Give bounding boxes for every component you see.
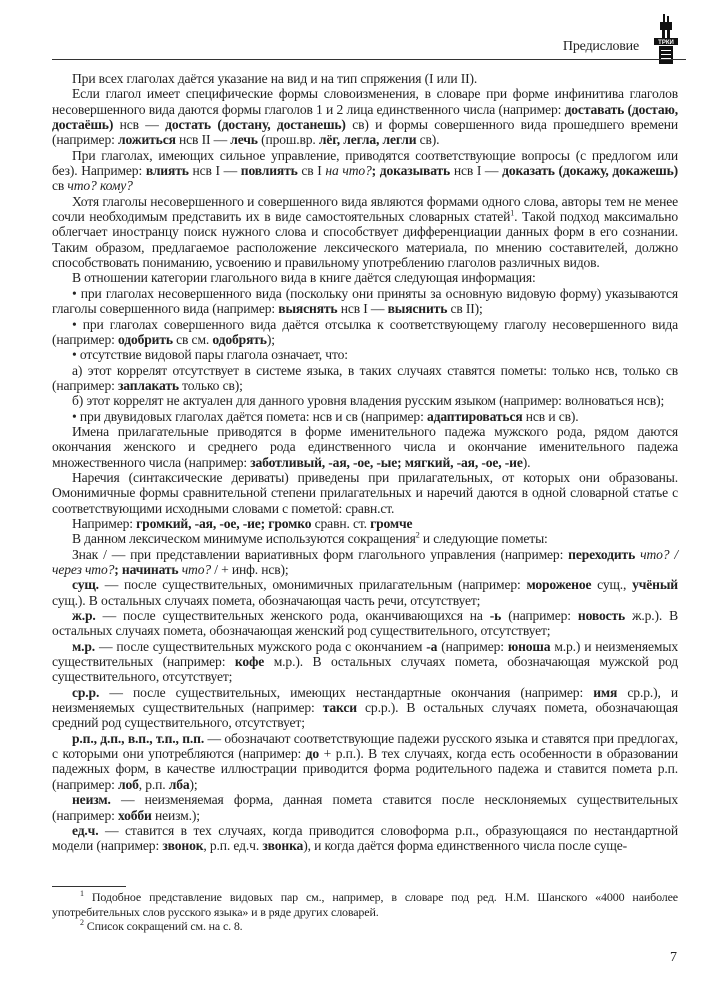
bold-term: неизм. [72, 792, 111, 808]
bold-term: лёг, легла, легли [318, 132, 417, 148]
bold-term: -а [426, 638, 438, 654]
text-run: При всех глаголах даётся указание на вид и на тип спряжения (I или II). [72, 71, 478, 86]
bold-term: новость [577, 608, 626, 624]
footnotes [52, 890, 678, 934]
bold-term: громкий, -ая, -ое, -ие; громко [136, 515, 312, 531]
footnote-text: Подобное представление видовых пар см., например, в словаре под ред. Н.М. Шанского «4000 наиболее употребительных слов русского языка» и в ряде других словарей. [52, 890, 678, 919]
paragraph [52, 148, 678, 194]
bold-term: лоб [117, 776, 139, 792]
bold-term: доставать (достаю, достаёшь) [52, 101, 678, 133]
text-run: Хотя глаголы несовершенного и совершенного вида являются формами одного слова, авторы тем не менее сочли необходимым представить их в виде самостоятельных словарных статей [52, 193, 678, 225]
italic-question: что? кому? [67, 178, 133, 194]
paragraph [52, 71, 678, 86]
text-run: нсв I — [337, 301, 388, 317]
bold-term: имя [593, 684, 618, 700]
bold-term: ; начинать [114, 562, 179, 577]
text-run: , р.п. ед.ч. [203, 838, 263, 854]
text-run: св). [416, 132, 440, 148]
section-title: Предисловие [562, 39, 639, 54]
paragraph [52, 194, 678, 271]
text-run: неизм.); [151, 807, 200, 823]
bold-term: ср.р. [72, 684, 100, 700]
footnote-rule [52, 886, 126, 887]
text-run: св [52, 178, 68, 194]
text-run: При глаголах, имеющих сильное управление, приводятся соответствующие вопросы (с предлогом или без). Например: [52, 147, 678, 179]
footnote-ref: 2 [415, 530, 420, 540]
text-run: , р.п. [138, 776, 169, 792]
paragraph [52, 286, 678, 317]
publisher-logo-icon [651, 14, 681, 64]
text-run: нсв I — [450, 163, 503, 179]
bold-term: юноша [507, 638, 551, 654]
paragraph [52, 470, 678, 516]
text-run: св I [297, 163, 326, 179]
bold-term: ложиться [117, 132, 176, 148]
text-run: Имена прилагательные приводятся в форме именительного падежа мужского рода, рядом даются окончания женского и среднего рода единственного числа и окончание именительного падежа множественного числа (например: [52, 423, 678, 470]
bold-term: лечь [230, 132, 258, 148]
main-text [52, 71, 678, 854]
bold-term: одобрить [117, 331, 173, 347]
paragraph [52, 516, 678, 531]
bold-term: звонок [162, 838, 204, 854]
bold-term: кофе [234, 654, 265, 670]
text-run: ). [522, 454, 531, 470]
text-run: Например: [72, 515, 137, 531]
paragraph [52, 639, 678, 685]
paragraph [52, 409, 678, 424]
paragraph [52, 317, 678, 348]
paragraph [52, 270, 678, 285]
text-run: — после существительных женского рода, оканчивающихся на [95, 608, 490, 624]
paragraph [52, 547, 678, 578]
text-run: а) этот коррелят отсутствует в системе языка, в таких случаях ставятся пометы: только нсв, только св (например: [52, 362, 678, 393]
text-run: ); [266, 331, 275, 347]
bold-term: ед.ч. [72, 822, 99, 838]
text-run: нсв I — [188, 163, 241, 179]
paragraph [52, 731, 678, 792]
text-run: (например: [437, 638, 508, 654]
bold-term: такси [322, 700, 357, 716]
footnote-mark: 2 [80, 918, 84, 927]
bold-term: сущ. [72, 577, 99, 593]
text-run: сущ.). В остальных случаях помета, обозначающая часть речи, отсутствует; [52, 592, 481, 608]
text-run: + р.п.). В тех случаях, когда есть особенности в образовании падежных форм, в качестве иллюстрации приводится форма родительного падежа и ставится помета р.п. (например: [52, 746, 679, 792]
text-run: Если глагол имеет специфические формы словоизменения, в словаре при форме инфинитива глаголов несовершенного вида даются формы глаголов 1 и 2 лица единственного числа (например: [52, 86, 678, 117]
text-run: б) этот коррелят не актуален для данного уровня владения русским языком (например: волноваться нсв); [72, 393, 665, 409]
text-run: (прош.вр. [257, 132, 319, 148]
text-run: нсв II — [175, 132, 231, 148]
bold-term: выяснить [387, 301, 448, 317]
bold-term: хобби [117, 807, 152, 823]
italic-question: что? / через что? [52, 546, 679, 577]
paragraph [52, 577, 678, 608]
bold-term: лба [168, 776, 190, 792]
header-rule [52, 59, 686, 60]
text-run: сравн. ст. [311, 515, 371, 531]
text-run: • отсутствие видовой пары глагола означает, что: [72, 347, 348, 363]
text-run: ); [189, 776, 198, 792]
bold-term: заботливый, -ая, -ое, -ые; мягкий, -ая, -ое, -ие [250, 454, 523, 470]
text-run: — ставится в тех случаях, когда приводится словоформа р.п., образующаяся по нестандартной модели (например: [52, 822, 678, 854]
text-run: ср.р.), и неизменяемых существительных (например: [52, 684, 678, 716]
footnote-mark: 1 [80, 889, 84, 898]
bold-term: ж.р. [72, 608, 96, 624]
paragraph [52, 823, 678, 854]
bold-term: учёный [632, 577, 678, 593]
italic-question: что? [181, 562, 211, 577]
text-run: / + инф. нсв); [210, 562, 289, 577]
text-run: — после существительных, омонимичных прилагательным (например: [98, 577, 527, 593]
bold-term: ; доказывать [371, 163, 451, 179]
paragraph [52, 86, 678, 147]
paragraph [52, 393, 678, 408]
bold-term: повлиять [240, 163, 298, 179]
paragraph [52, 792, 678, 823]
paragraph [52, 685, 678, 731]
text-run: ср.р.). В остальных случаях помета, обозначающая средний род существительного, отсутствует; [52, 700, 678, 731]
paragraph [52, 347, 678, 362]
bold-term: -ь [489, 608, 502, 624]
text-run: и следующие пометы: [419, 531, 548, 547]
text-run: только св); [178, 377, 243, 393]
text-run: нсв и св). [522, 408, 579, 424]
text-run: В отношении категории глагольного вида в книге даётся следующая информация: [72, 270, 536, 286]
text-run: (например: [501, 608, 578, 624]
paragraph [52, 608, 678, 639]
text-run: . Такой подход максимально облегчает иностранцу поиск нужного слова и способствует дифференциации данных форм в его сознании. Таким образом, предлагаемое расположение лексического материала, по мнению составителей, должно способствовать пониманию, усвоению и правильному употреблению глаголов различных видов. [52, 209, 679, 271]
text-run: • при двувидовых глаголах даётся помета: нсв и св (например: [72, 408, 427, 424]
text-run: св II); [447, 301, 483, 317]
bold-term: звонка [262, 838, 304, 854]
text-run: ), и когда даётся форма единственного числа после суще- [303, 838, 627, 854]
bold-term: доказать (докажу, докажешь) [502, 163, 678, 179]
bold-term: мороженое [526, 577, 592, 593]
bold-term: до [305, 746, 320, 762]
text-run: нсв — [113, 117, 166, 133]
text-run: св) и формы совершенного вида прошедшего времени (например: [52, 117, 679, 148]
bold-term: адаптироваться [426, 408, 523, 424]
text-run: В данном лексическом минимуме используются сокращения [72, 531, 416, 547]
text-run: — после существительных, имеющих нестандартные окончания (например: [99, 684, 594, 700]
bold-term: громче [370, 515, 413, 531]
text-run: Знак / — при представлении вариативных форм глагольного управления (например: [72, 546, 569, 562]
bold-term: одобрять [212, 331, 267, 347]
footnote-ref: 1 [510, 208, 515, 218]
paragraph [52, 424, 678, 470]
page-number: 7 [670, 950, 677, 965]
footnote-2 [52, 919, 678, 934]
bold-term: достать (достану, достанешь) [165, 117, 346, 133]
footnote-text: Список сокращений см. на с. 8. [83, 919, 243, 933]
bold-term: м.р. [72, 638, 96, 654]
bold-term: выяснять [278, 301, 338, 317]
italic-question: на что? [325, 163, 372, 179]
text-run: — обозначают соответствующие падежи русского языка и ставятся при предлогах, с которыми они употребляются (например: [52, 730, 678, 762]
footnote-1 [52, 890, 678, 919]
bold-term: заплакать [117, 377, 179, 393]
svg-text:ТРКИ: ТРКИ [658, 40, 674, 46]
text-run: • при глаголах совершенного вида даётся отсылка к соответствующему глаголу несовершенного вида (например: [52, 316, 678, 347]
text-run: м.р.). В остальных случаях помета, обозначающая мужской род существительного, отсутствует; [52, 654, 678, 685]
text-run: — неизменяемая форма, данная помета ставится после несклоняемых существительных (например: [52, 792, 678, 823]
bold-term: переходить [568, 546, 636, 562]
text-run: м.р.) и неизменяемых существительных (например: [52, 638, 678, 670]
text-run: св см. [172, 331, 213, 347]
text-run: сущ., [591, 577, 633, 593]
bold-term: влиять [145, 163, 189, 179]
text-run: — после существительных мужского рода с окончанием [95, 638, 427, 654]
text-run: ж.р.). В остальных случаях помета, обозначающая женский род существительного, отсутствует; [52, 608, 678, 639]
paragraph [52, 531, 678, 546]
text-run: Наречия (синтаксические дериваты) приведены при прилагательных, от которых они образованы. Омонимичные формы сравнительной степени прилагательных и наречий даются в одной словарной статье с соответствующими исходными словами с пометой: сравн.ст. [52, 469, 678, 516]
text-run: • при глаголах несовершенного вида (поскольку они приняты за основную видовую форму) указываются глаголы совершенного вида (например: [52, 285, 678, 317]
paragraph [52, 363, 678, 394]
bold-term: р.п., д.п., в.п., т.п., п.п. [72, 730, 205, 746]
